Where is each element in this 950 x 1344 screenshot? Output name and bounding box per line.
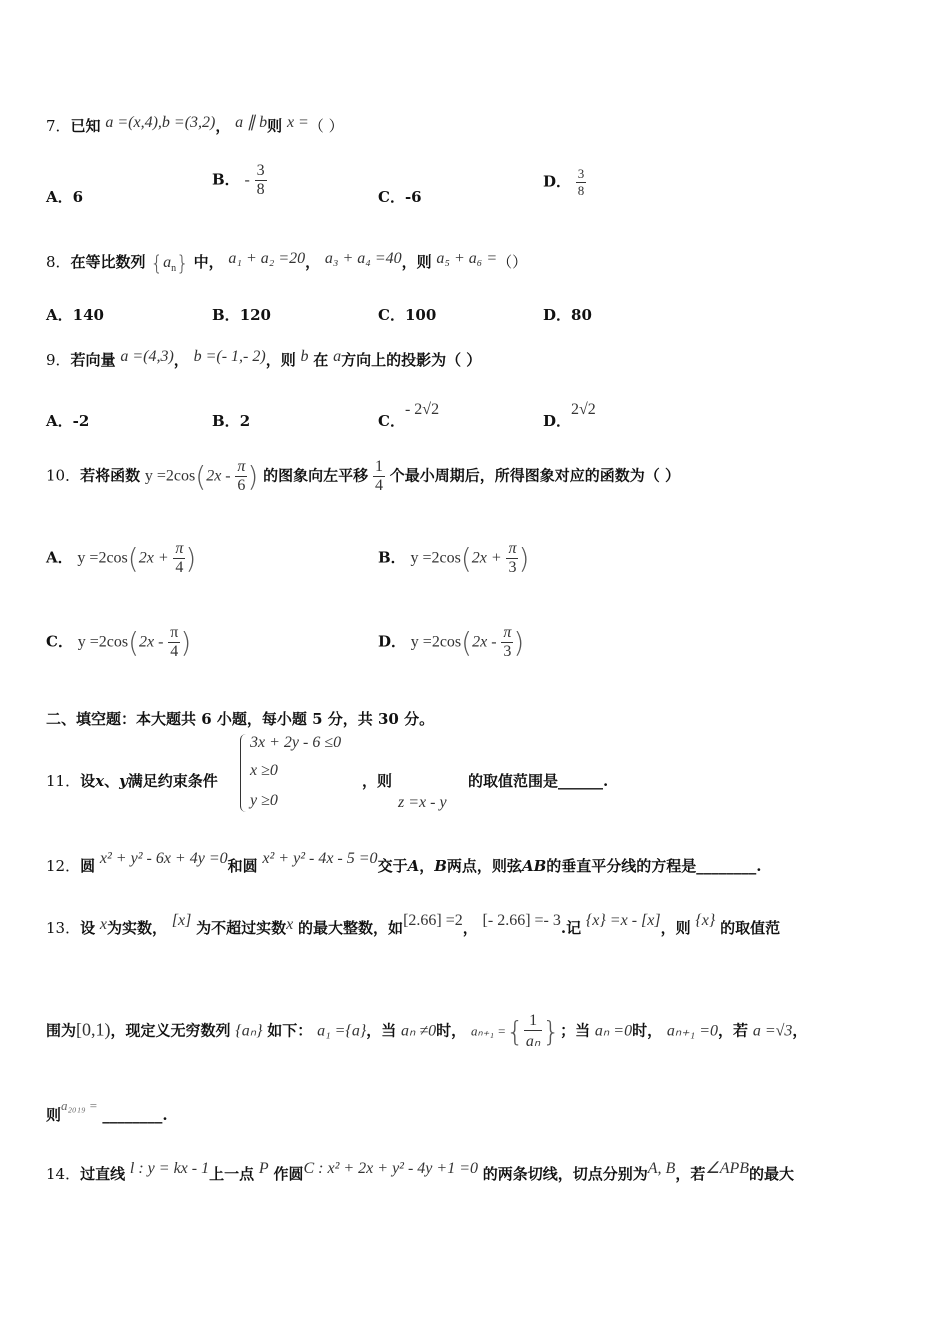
q12-point-b: B	[434, 857, 447, 875]
q13-number: 13．	[46, 919, 81, 937]
q10-option-d-inner: 2x -	[472, 633, 497, 651]
q13-text-3: 为不超过实数	[196, 919, 287, 937]
q10-option-b-pre: y =2cos	[410, 549, 461, 567]
q10-inner: 2x -	[206, 467, 231, 485]
q13-l2-text-8: ，若	[718, 1021, 749, 1040]
q7-option-b-den: 8	[256, 181, 265, 198]
q10-option-d-fraction	[501, 624, 513, 661]
q13-l2-text-9: ，	[792, 1021, 808, 1040]
q8-option-c-label: C．	[378, 306, 405, 324]
q10-option-a[interactable]: A． y =2cos(2x + $\frac{\pi}{4}$ )	[46, 540, 197, 576]
q10-option-a-label: A．	[46, 548, 73, 567]
q11-text-3: ，则	[362, 772, 393, 790]
q9-option-d-label: D．	[543, 412, 572, 430]
q8-seq-sub: n	[171, 263, 177, 274]
q8-option-d-label: D．	[543, 306, 572, 324]
q13-l2-text-2: ，现定义无穷数列	[110, 1021, 231, 1040]
q8-text-3: ，	[305, 253, 321, 271]
q9-option-c[interactable]	[378, 398, 440, 430]
q10-option-d-pre: y =2cos	[410, 633, 462, 651]
q9-option-a-label: A．	[46, 412, 73, 430]
q12-chord-ab: AB	[521, 857, 547, 875]
q13-frac-def: {x} =x - [x]	[585, 912, 661, 929]
q7-option-b-sign: -	[244, 171, 250, 189]
q13-recurrence-den: aₙ	[524, 1030, 542, 1051]
q13-text-8: 的取值范	[720, 919, 781, 937]
q8-seq: a	[163, 254, 172, 271]
q9-vector-b: b =(- 1,- 2)	[193, 348, 266, 365]
q11-x: x	[95, 772, 105, 790]
question-7	[46, 112, 344, 136]
q9-option-d[interactable]	[543, 398, 596, 430]
q9-option-b-label: B．	[212, 412, 240, 430]
q7-option-d-fraction	[576, 166, 587, 199]
q13-l3-text-1: 则	[46, 1106, 62, 1124]
q8-option-b-text: 120	[239, 306, 271, 324]
q7-option-d-label: D．	[543, 172, 572, 191]
q8-option-d-text: 80	[571, 306, 592, 324]
section-2-title: 二、填空题：本大题共 6 小题，每小题 5 分，共 30 分。	[46, 710, 435, 728]
q10-func-num: π	[237, 458, 246, 475]
q11-constraint-3: y ≥0	[250, 792, 278, 809]
q10-option-d-label: D．	[378, 632, 407, 651]
question-13-line-1	[46, 912, 780, 938]
q8-option-a-text: 140	[72, 306, 104, 324]
q7-option-b-num: 3	[256, 162, 265, 179]
q13-x-1: x	[99, 916, 107, 933]
q9-number: 9．	[46, 351, 71, 369]
q7-option-b-fraction	[255, 162, 267, 199]
q10-option-c-pre: y =2cos	[77, 633, 129, 651]
q13-recurrence-fraction	[524, 1012, 542, 1051]
q10-option-b-num: π	[508, 540, 517, 557]
q13-recurrence-num: 1	[529, 1012, 538, 1029]
q13-a2019: a₂₀₁₉ =	[61, 1098, 98, 1113]
q8-option-d[interactable]	[543, 304, 592, 325]
q9-text-1: 若向量	[70, 351, 116, 369]
q10-option-a-fraction	[173, 540, 185, 577]
q8-option-b[interactable]	[212, 304, 271, 325]
q13-an-zero: aₙ =0	[594, 1022, 633, 1040]
q10-option-a-pre: y =2cos	[77, 549, 128, 567]
q13-a-value: a =√3	[752, 1022, 793, 1040]
q9-text-5: 方向上的投影为（ ）	[341, 351, 482, 369]
q9-text-4: 在	[313, 351, 329, 369]
q11-text-1: 设	[80, 772, 96, 790]
q12-text-1: 圆	[80, 857, 96, 875]
q13-x-2: x	[286, 916, 294, 933]
q8-eq-2: a₃ + a₄ =40	[324, 250, 402, 267]
q7-parallel: a ∥ b	[235, 114, 268, 131]
q13-l2-text-3: 如下：	[267, 1021, 313, 1040]
q7-vectors: a =(x,4),b =(3,2)	[105, 114, 216, 131]
q13-l2-text-6: ；当	[560, 1021, 591, 1040]
q7-x-eq: x =	[286, 114, 309, 131]
q11-constraint-2: x ≥0	[250, 762, 278, 779]
q7-paren: （ ）	[308, 117, 344, 135]
q9-option-a[interactable]	[46, 410, 89, 431]
q13-floor-x: [x]	[171, 912, 192, 929]
q8-paren: （）	[497, 253, 528, 271]
q10-quarter-den: 4	[374, 477, 383, 494]
q13-example-2: [- 2.66] =- 3	[482, 912, 561, 929]
q7-option-a[interactable]	[46, 186, 83, 207]
q9-text-2: ，	[173, 351, 189, 369]
q8-number: 8．	[46, 253, 71, 271]
q13-l2-text-5: 时，	[436, 1021, 467, 1040]
q10-option-c-inner: 2x -	[139, 633, 164, 651]
q13-a1: a₁ ={a}	[317, 1022, 367, 1040]
q9-vector-a: a =(4,3)	[120, 348, 174, 365]
q13-l2-text-1: 围为	[46, 1021, 77, 1040]
question-12	[46, 850, 762, 876]
q13-text-6: .记	[560, 919, 582, 937]
q10-text-2: 的图象向左平移	[263, 466, 369, 485]
q12-point-a: A	[407, 857, 420, 875]
q13-l2-text-4: ，当	[366, 1021, 397, 1040]
question-13-line-3	[46, 1098, 168, 1125]
question-9	[46, 348, 481, 370]
q14-point-p: P	[258, 1160, 269, 1177]
q9-option-c-label: C．	[378, 412, 405, 430]
q8-text-4: ，则	[401, 253, 432, 271]
q13-answer-blank[interactable]: ________.	[102, 1106, 168, 1124]
q10-option-d-num: π	[503, 624, 512, 641]
q10-quarter	[373, 458, 385, 495]
q10-option-b-den: 3	[508, 559, 517, 576]
q7-option-b-label: B．	[212, 170, 240, 189]
q7-option-d-den: 8	[577, 183, 585, 198]
q14-text-1: 过直线	[80, 1165, 126, 1183]
question-14	[46, 1158, 794, 1184]
question-13-line-2: 围为[0,1)，现定义无穷数列 {aₙ} 如下： a₁ ={a}，当 aₙ ≠0时， aₙ₊₁ ={ $\frac{1}{\text{aₙ}}$ }；当 aₙ =0时， aₙ₊₁ =0，若 a =√3，	[46, 1012, 808, 1050]
q14-text-2: 上一点	[209, 1165, 255, 1183]
q9-option-a-text: -2	[72, 412, 90, 430]
q10-option-c-label: C．	[46, 632, 73, 651]
q10-option-b-inner: 2x +	[471, 549, 502, 567]
q8-option-c[interactable]	[378, 304, 436, 325]
q14-text-5: ，若	[675, 1165, 706, 1183]
q10-option-c[interactable]: C． y =2cos(2x - $\frac{\pi}{4}$ )	[46, 624, 192, 660]
q13-recurrence: aₙ₊₁ =	[470, 1023, 507, 1039]
q11-objective: z =x - y	[398, 794, 447, 811]
q7-option-c[interactable]	[378, 186, 422, 207]
q10-option-b-fraction	[506, 540, 518, 577]
q7-option-c-text: -6	[404, 188, 422, 206]
q14-points-ab: A, B	[647, 1160, 676, 1177]
q12-text-6[interactable]: 的垂直平分线的方程是________.	[546, 857, 762, 875]
q10-option-b-label: B．	[378, 548, 406, 567]
q10-option-b[interactable]: B． y =2cos(2x + $\frac{\pi}{3}$ )	[378, 540, 530, 576]
q7-option-d[interactable]	[543, 166, 586, 199]
q9-b: b	[300, 348, 309, 365]
q10-option-c-den: 4	[170, 643, 179, 660]
q12-text-4: ，	[419, 857, 435, 875]
q13-text-4: 的最大整数，如	[298, 919, 404, 937]
q10-func: y =2cos	[144, 467, 196, 485]
q13-l2-text-7: 时，	[632, 1021, 663, 1040]
q9-option-c-text: - 2√2	[404, 401, 440, 418]
q7-option-a-text: 6	[72, 188, 84, 206]
q11-y: y	[119, 772, 128, 790]
q13-text-2: 为实数，	[107, 919, 168, 937]
q14-number: 14．	[46, 1165, 81, 1183]
q10-option-d-den: 3	[503, 643, 512, 660]
q13-frac-x: {x}	[695, 912, 716, 929]
q11-brace	[240, 734, 247, 812]
q13-text-5: ，	[462, 919, 478, 937]
q8-option-c-text: 100	[404, 306, 437, 324]
q7-text-3: 则	[267, 117, 283, 135]
q9-option-d-text: 2√2	[571, 401, 596, 418]
q8-text-1: 在等比数列	[70, 253, 146, 271]
q13-range: [0,1)	[76, 1019, 111, 1040]
q10-option-d[interactable]: D． y =2cos(2x - $\frac{\pi}{3}$ )	[378, 624, 525, 660]
q9-text-3: ，则	[265, 351, 296, 369]
q13-an-nonzero: aₙ ≠0	[401, 1022, 437, 1040]
q8-text-2: 中，	[193, 253, 224, 271]
q7-number: 7．	[46, 117, 71, 135]
q12-text-3: 交于	[377, 857, 408, 875]
q10-number: 10．	[46, 466, 81, 485]
q13-seq: {aₙ}	[235, 1022, 263, 1040]
q11-number: 11．	[46, 772, 81, 790]
q8-eq-3: a₅ + a₆ =	[436, 250, 498, 267]
q10-option-a-num: π	[175, 540, 184, 557]
q10-text-3: 个最小周期后，所得图象对应的函数为（ ）	[389, 466, 680, 485]
q7-option-b[interactable]	[212, 162, 267, 199]
q14-circle: C : x² + 2x + y² - 4y +1 =0	[303, 1160, 478, 1177]
q11-text-4[interactable]: 的取值范围是______.	[468, 772, 609, 790]
q10-func-den: 6	[237, 477, 246, 494]
q13-text-1: 设	[80, 919, 96, 937]
question-10: 10．若将函数 y =2cos(2x - $\frac{\pi}{6}$ ) 的图象向左平移 $\frac{1}{4}$ 个最小周期后，所得图象对应的函数为（ ）	[46, 458, 680, 494]
q9-option-b[interactable]	[212, 410, 250, 431]
q10-func-fraction	[235, 458, 247, 495]
q9-option-b-text: 2	[239, 412, 251, 430]
q13-example-1: [2.66] =2	[403, 912, 463, 929]
q10-text-1: 若将函数	[80, 466, 141, 485]
q8-eq-1: a₁ + a₂ =20	[228, 250, 306, 267]
q10-option-c-fraction	[168, 624, 180, 661]
q9-a: a	[333, 348, 342, 365]
q7-text-2: ，	[215, 117, 231, 135]
q7-option-a-label: A．	[46, 188, 73, 206]
q12-circle-2: x² + y² - 4x - 5 =0	[262, 850, 378, 867]
q8-option-a-label: A．	[46, 306, 73, 324]
q11-text-2: 满足约束条件	[127, 772, 218, 790]
q10-option-c-num: π	[170, 624, 179, 641]
q13-text-7: ，则	[660, 919, 691, 937]
q8-option-b-label: B．	[212, 306, 240, 324]
q14-line: l : y = kx - 1	[129, 1160, 210, 1177]
question-11	[46, 770, 218, 791]
q14-angle: ∠APB	[705, 1160, 750, 1177]
q8-option-a[interactable]	[46, 304, 104, 325]
q7-option-c-label: C．	[378, 188, 405, 206]
q7-text-1: 已知	[70, 117, 101, 135]
q14-text-4: 的两条切线，切点分别为	[482, 1165, 648, 1183]
q11-constraint-1: 3x + 2y - 6 ≤0	[250, 734, 342, 751]
question-8: 8．在等比数列 $\{a_n\}$ 中， a₁ + a₂ =20， a₃ + a₄ =40，则 a₅ + a₆ =（）	[46, 250, 528, 275]
q14-text-3: 作圆	[273, 1165, 304, 1183]
q10-option-a-den: 4	[175, 559, 184, 576]
q12-text-2: 和圆	[227, 857, 258, 875]
q13-next-zero: aₙ₊₁ =0	[666, 1022, 719, 1040]
q12-text-5: 两点，则弦	[446, 857, 522, 875]
q14-text-6: 的最大	[749, 1165, 795, 1183]
q10-quarter-num: 1	[374, 458, 383, 475]
q12-circle-1: x² + y² - 6x + 4y =0	[99, 850, 228, 867]
q10-option-a-inner: 2x +	[138, 549, 169, 567]
q11-sep: 、	[104, 772, 120, 790]
q7-option-d-num: 3	[577, 166, 585, 181]
q12-number: 12．	[46, 857, 81, 875]
